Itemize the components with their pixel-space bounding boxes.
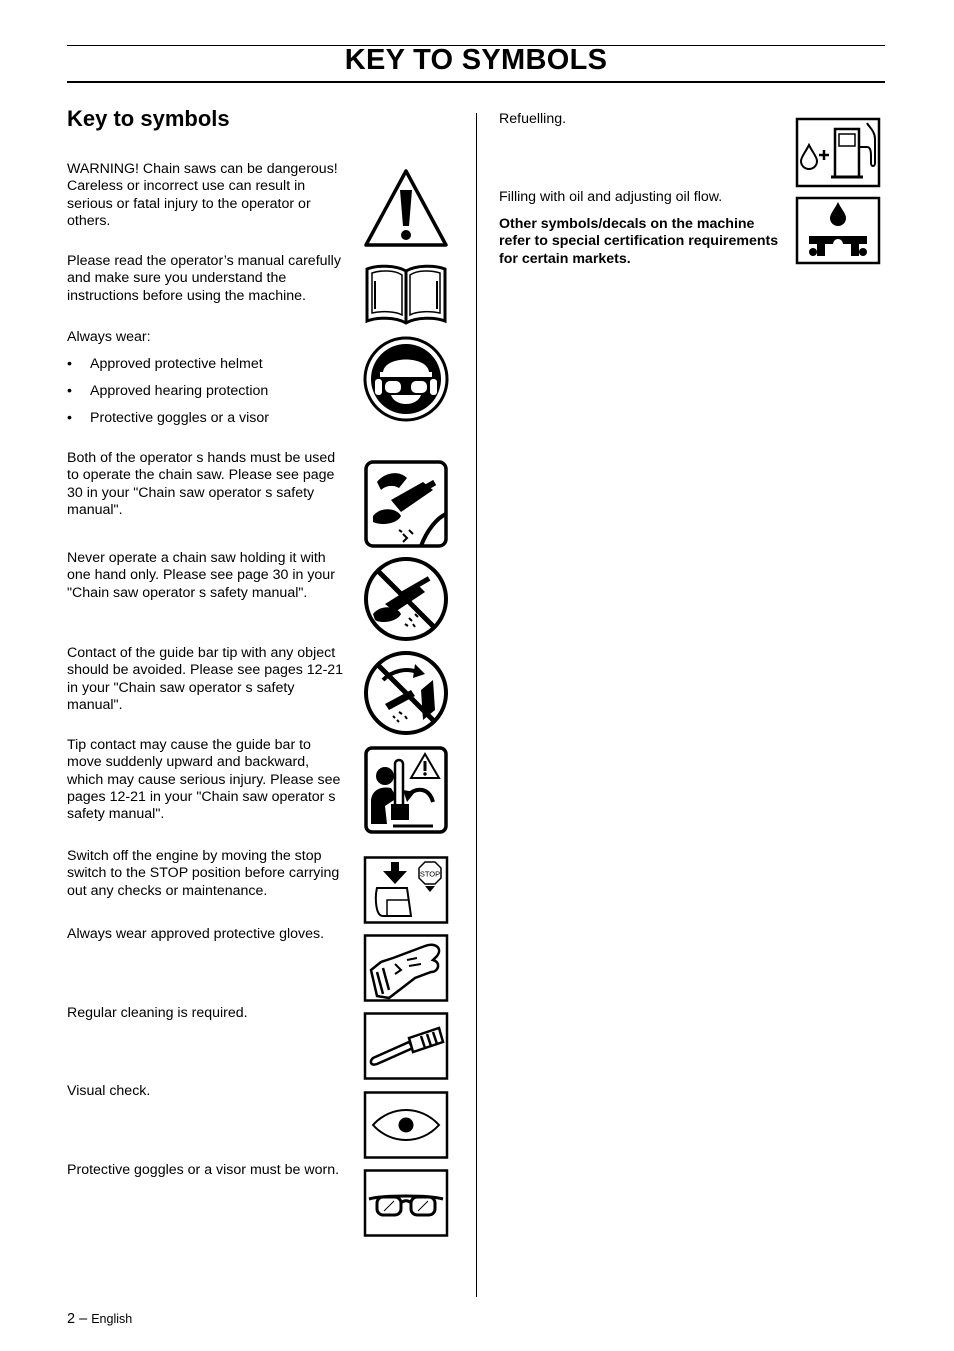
page-number: 2 – — [67, 1311, 88, 1327]
page-title: KEY TO SYMBOLS — [344, 44, 608, 76]
one-hand-text: Never operate a chain saw holding it with one hand only. Please see page 30 in your "Chain saw operator s safety manual". — [67, 550, 335, 601]
always-wear-text: Always wear: — [67, 329, 151, 345]
refuelling-icon — [795, 117, 881, 188]
stop-sign-label: STOP — [419, 869, 441, 879]
page-footer — [67, 1311, 132, 1327]
section-title: Key to symbols — [67, 106, 230, 131]
bullet-dot: • — [67, 356, 72, 372]
stop-switch-icon — [363, 856, 449, 924]
oil-text: Filling with oil and adjusting oil flow. — [499, 189, 723, 205]
stop-switch-text: Switch off the engine by moving the stop switch to the STOP position before carrying out any checks or maintenance. — [67, 848, 340, 899]
refuelling-text: Refuelling. — [499, 111, 567, 127]
eye-icon — [363, 1091, 449, 1159]
other-symbols-text: Other symbols/decals on the machine refer to special certification requirements for certain markets. — [499, 216, 779, 267]
kickback-text: Tip contact may cause the guide bar to move suddenly upward and backward, which may cause serious injury. Please see pages 12-21 in your "Chain saw operator s safety manual". — [67, 737, 341, 823]
brush-icon — [363, 1012, 449, 1080]
goggles-icon — [363, 1169, 449, 1237]
goggles-text: Protective goggles or a visor must be worn. — [67, 1162, 340, 1178]
kickback-warning-icon — [363, 746, 449, 834]
visual-check-text: Visual check. — [67, 1083, 151, 1099]
no-one-hand-icon — [363, 556, 449, 642]
gloves-text: Always wear approved protective gloves. — [67, 926, 325, 942]
bullet-dot: • — [67, 410, 72, 426]
column-divider — [476, 113, 477, 1297]
header-bottom-rule — [67, 81, 885, 83]
manual-text: Please read the operator’s manual carefully and make sure you understand the instructions before using the machine. — [67, 253, 341, 304]
two-hands-chainsaw-icon — [363, 460, 449, 548]
cleaning-text: Regular cleaning is required. — [67, 1005, 248, 1021]
no-tip-contact-icon — [363, 650, 449, 736]
two-hands-text: Both of the operator s hands must be used to operate the chain saw. Please see page 30 in your "Chain saw operator s safety manual". — [67, 450, 336, 518]
footer-language: English — [91, 1312, 133, 1326]
warning-triangle-icon — [363, 168, 449, 248]
gloves-icon — [363, 934, 449, 1002]
tip-contact-text: Contact of the guide bar tip with any object should be avoided. Please see pages 12-21 in your "Chain saw operator s safety manual". — [67, 645, 344, 713]
warning-text: WARNING! Chain saws can be dangerous! Careless or incorrect use can result in serious or fatal injury to the operator or others. — [67, 161, 338, 229]
helmet-protection-icon — [363, 335, 449, 423]
oil-chain-icon — [795, 196, 881, 265]
wear-item-label: Protective goggles or a visor — [90, 410, 270, 426]
book-icon — [363, 261, 449, 325]
bullet-dot: • — [67, 383, 72, 399]
wear-item-label: Approved hearing protection — [90, 383, 269, 399]
wear-item-label: Approved protective helmet — [90, 356, 263, 372]
